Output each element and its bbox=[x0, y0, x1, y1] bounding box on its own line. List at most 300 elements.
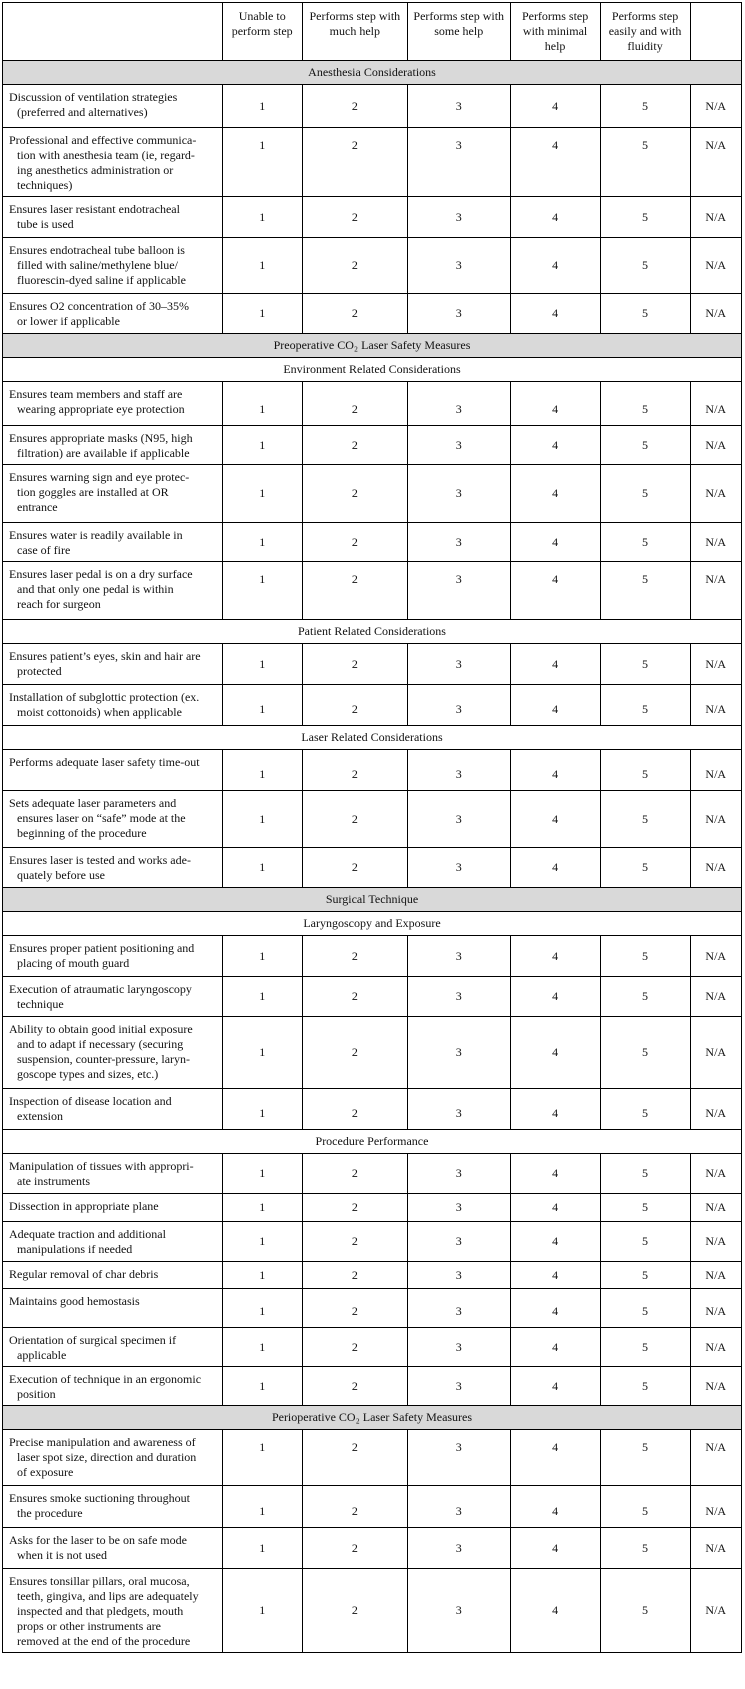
score-2: 2 bbox=[302, 1328, 407, 1367]
step-text-line: Ability to obtain good initial exposure bbox=[9, 1022, 193, 1036]
score-2: 2 bbox=[302, 1017, 407, 1089]
score-3: 3 bbox=[407, 238, 510, 294]
score-2: 2 bbox=[302, 685, 407, 726]
step-description bbox=[3, 1289, 223, 1328]
score-1: 1 bbox=[222, 1328, 302, 1367]
score-1: 1 bbox=[222, 1194, 302, 1222]
score-4: 4 bbox=[510, 85, 600, 128]
score-1: 1 bbox=[222, 382, 302, 426]
score-2: 2 bbox=[302, 465, 407, 523]
table-row bbox=[3, 1222, 742, 1262]
header-minimal-help: Performs step with minimal help bbox=[510, 3, 600, 61]
score-3: 3 bbox=[407, 1089, 510, 1130]
step-text-line: or lower if applicable bbox=[17, 314, 120, 328]
score-5: 5 bbox=[600, 936, 690, 977]
score-5: 5 bbox=[600, 197, 690, 238]
header-much-help: Performs step with much help bbox=[302, 3, 407, 61]
score-3: 3 bbox=[407, 1569, 510, 1653]
score-5: 5 bbox=[600, 1222, 690, 1262]
score-4: 4 bbox=[510, 1569, 600, 1653]
table-row bbox=[3, 1017, 742, 1089]
score-1: 1 bbox=[222, 977, 302, 1017]
score-2: 2 bbox=[302, 1569, 407, 1653]
score-na: N/A bbox=[690, 1328, 741, 1367]
step-description bbox=[3, 1430, 223, 1486]
table-row bbox=[3, 750, 742, 791]
step-description bbox=[3, 1528, 223, 1569]
score-3: 3 bbox=[407, 562, 510, 620]
score-1: 1 bbox=[222, 562, 302, 620]
table-row bbox=[3, 1289, 742, 1328]
score-1: 1 bbox=[222, 791, 302, 848]
header-row bbox=[3, 3, 742, 61]
score-na: N/A bbox=[690, 685, 741, 726]
score-5: 5 bbox=[600, 750, 690, 791]
subsection-title: Patient Related Considerations bbox=[3, 620, 742, 644]
step-text-line: extension bbox=[17, 1109, 63, 1123]
step-text-line: Ensures laser resistant endotracheal bbox=[9, 202, 180, 216]
step-description bbox=[3, 128, 223, 197]
step-text-line: position bbox=[17, 1387, 56, 1401]
score-5: 5 bbox=[600, 1528, 690, 1569]
score-5: 5 bbox=[600, 562, 690, 620]
score-na: N/A bbox=[690, 1430, 741, 1486]
score-5: 5 bbox=[600, 426, 690, 465]
step-text-line: Ensures warning sign and eye protec- bbox=[9, 470, 190, 484]
subsection-header-row bbox=[3, 912, 742, 936]
step-text-line: Execution of technique in an ergonomic bbox=[9, 1372, 202, 1386]
score-3: 3 bbox=[407, 1194, 510, 1222]
step-text-line: technique bbox=[17, 997, 64, 1011]
score-na: N/A bbox=[690, 1017, 741, 1089]
section-header-row bbox=[3, 1406, 742, 1430]
score-2: 2 bbox=[302, 1089, 407, 1130]
score-na: N/A bbox=[690, 644, 741, 685]
score-4: 4 bbox=[510, 1328, 600, 1367]
step-text-line: tube is used bbox=[17, 217, 74, 231]
score-4: 4 bbox=[510, 685, 600, 726]
step-description bbox=[3, 644, 223, 685]
score-1: 1 bbox=[222, 1569, 302, 1653]
step-text-line: Ensures endotracheal tube balloon is bbox=[9, 243, 185, 257]
score-3: 3 bbox=[407, 1289, 510, 1328]
score-4: 4 bbox=[510, 1194, 600, 1222]
score-1: 1 bbox=[222, 523, 302, 562]
score-1: 1 bbox=[222, 1367, 302, 1406]
score-4: 4 bbox=[510, 1154, 600, 1194]
score-5: 5 bbox=[600, 848, 690, 888]
score-3: 3 bbox=[407, 294, 510, 334]
score-na: N/A bbox=[690, 936, 741, 977]
step-text-line: Performs adequate laser safety time-out bbox=[9, 755, 200, 769]
score-5: 5 bbox=[600, 128, 690, 197]
step-text-line: when it is not used bbox=[17, 1548, 107, 1562]
score-2: 2 bbox=[302, 1289, 407, 1328]
score-3: 3 bbox=[407, 1430, 510, 1486]
step-text-line: ing anesthetics administration or bbox=[17, 163, 174, 177]
score-1: 1 bbox=[222, 750, 302, 791]
section-title: Preoperative CO₂ Laser Safety Measures bbox=[3, 334, 742, 358]
step-text-line: Maintains good hemostasis bbox=[9, 1294, 140, 1308]
step-text-line: Ensures team members and staff are bbox=[9, 387, 183, 401]
score-5: 5 bbox=[600, 1430, 690, 1486]
subsection-header-row bbox=[3, 620, 742, 644]
score-na: N/A bbox=[690, 791, 741, 848]
score-na: N/A bbox=[690, 128, 741, 197]
score-2: 2 bbox=[302, 848, 407, 888]
step-text-line: Ensures patient’s eyes, skin and hair are bbox=[9, 649, 201, 663]
table-row bbox=[3, 197, 742, 238]
score-3: 3 bbox=[407, 465, 510, 523]
score-4: 4 bbox=[510, 1017, 600, 1089]
score-4: 4 bbox=[510, 523, 600, 562]
step-text-line: goscope types and sizes, etc.) bbox=[17, 1067, 159, 1081]
score-3: 3 bbox=[407, 1528, 510, 1569]
table-row bbox=[3, 465, 742, 523]
header-unable: Unable to perform step bbox=[222, 3, 302, 61]
step-text-line: entrance bbox=[17, 500, 58, 514]
score-na: N/A bbox=[690, 85, 741, 128]
score-2: 2 bbox=[302, 382, 407, 426]
step-text-line: techniques) bbox=[17, 178, 73, 192]
score-na: N/A bbox=[690, 238, 741, 294]
score-na: N/A bbox=[690, 750, 741, 791]
table-body bbox=[3, 61, 742, 1653]
section-title: Surgical Technique bbox=[3, 888, 742, 912]
score-1: 1 bbox=[222, 1089, 302, 1130]
table-row bbox=[3, 848, 742, 888]
step-text-line: fluorescin-dyed saline if applicable bbox=[17, 273, 186, 287]
score-1: 1 bbox=[222, 128, 302, 197]
step-text-line: and to adapt if necessary (securing bbox=[17, 1037, 184, 1051]
step-description bbox=[3, 1222, 223, 1262]
score-na: N/A bbox=[690, 1089, 741, 1130]
score-3: 3 bbox=[407, 1367, 510, 1406]
score-2: 2 bbox=[302, 1486, 407, 1528]
score-4: 4 bbox=[510, 644, 600, 685]
score-3: 3 bbox=[407, 128, 510, 197]
step-text-line: filled with saline/methylene blue/ bbox=[17, 258, 178, 272]
section-title: Perioperative CO₂ Laser Safety Measures bbox=[3, 1406, 742, 1430]
step-text-line: removed at the end of the procedure bbox=[17, 1634, 191, 1648]
score-4: 4 bbox=[510, 750, 600, 791]
score-5: 5 bbox=[600, 1154, 690, 1194]
score-4: 4 bbox=[510, 977, 600, 1017]
step-text-line: case of fire bbox=[17, 543, 71, 557]
score-3: 3 bbox=[407, 1486, 510, 1528]
score-5: 5 bbox=[600, 1017, 690, 1089]
score-2: 2 bbox=[302, 426, 407, 465]
score-5: 5 bbox=[600, 85, 690, 128]
score-3: 3 bbox=[407, 197, 510, 238]
score-na: N/A bbox=[690, 382, 741, 426]
step-text-line: Regular removal of char debris bbox=[9, 1267, 159, 1281]
header-na bbox=[690, 3, 741, 61]
table-row bbox=[3, 85, 742, 128]
score-na: N/A bbox=[690, 426, 741, 465]
step-text-line: inspected and that pledgets, mouth bbox=[17, 1604, 184, 1618]
score-4: 4 bbox=[510, 1430, 600, 1486]
score-1: 1 bbox=[222, 1262, 302, 1289]
score-5: 5 bbox=[600, 1328, 690, 1367]
score-4: 4 bbox=[510, 1222, 600, 1262]
subsection-header-row bbox=[3, 726, 742, 750]
step-text-line: and that only one pedal is within bbox=[17, 582, 174, 596]
score-1: 1 bbox=[222, 644, 302, 685]
subsection-title: Environment Related Considerations bbox=[3, 358, 742, 382]
score-1: 1 bbox=[222, 294, 302, 334]
section-header-row bbox=[3, 334, 742, 358]
score-3: 3 bbox=[407, 848, 510, 888]
step-text-line: Adequate traction and additional bbox=[9, 1227, 166, 1241]
step-text-line: Orientation of surgical specimen if bbox=[9, 1333, 177, 1347]
step-description bbox=[3, 426, 223, 465]
step-description bbox=[3, 523, 223, 562]
step-text-line: Ensures proper patient positioning and bbox=[9, 941, 195, 955]
score-na: N/A bbox=[690, 848, 741, 888]
step-text-line: moist cottonoids) when applicable bbox=[17, 705, 182, 719]
table-row bbox=[3, 562, 742, 620]
step-description bbox=[3, 238, 223, 294]
step-text-line: (preferred and alternatives) bbox=[17, 105, 148, 119]
subsection-header-row bbox=[3, 358, 742, 382]
score-na: N/A bbox=[690, 977, 741, 1017]
score-2: 2 bbox=[302, 85, 407, 128]
score-1: 1 bbox=[222, 1430, 302, 1486]
step-text-line: tion with anesthesia team (ie, regard- bbox=[17, 148, 195, 162]
score-4: 4 bbox=[510, 128, 600, 197]
step-description bbox=[3, 562, 223, 620]
score-na: N/A bbox=[690, 1194, 741, 1222]
score-2: 2 bbox=[302, 562, 407, 620]
table-row bbox=[3, 685, 742, 726]
table-row bbox=[3, 936, 742, 977]
step-text-line: props or other instruments are bbox=[17, 1619, 161, 1633]
score-5: 5 bbox=[600, 1486, 690, 1528]
score-2: 2 bbox=[302, 238, 407, 294]
score-1: 1 bbox=[222, 1154, 302, 1194]
table-row bbox=[3, 644, 742, 685]
section-header-row bbox=[3, 61, 742, 85]
score-3: 3 bbox=[407, 936, 510, 977]
table-row bbox=[3, 791, 742, 848]
score-na: N/A bbox=[690, 1262, 741, 1289]
score-5: 5 bbox=[600, 1262, 690, 1289]
score-1: 1 bbox=[222, 85, 302, 128]
subsection-title: Laryngoscopy and Exposure bbox=[3, 912, 742, 936]
score-2: 2 bbox=[302, 294, 407, 334]
step-text-line: Dissection in appropriate plane bbox=[9, 1199, 159, 1213]
step-text-line: Ensures smoke suctioning throughout bbox=[9, 1491, 190, 1505]
score-5: 5 bbox=[600, 685, 690, 726]
step-description bbox=[3, 294, 223, 334]
step-text-line: beginning of the procedure bbox=[17, 826, 147, 840]
score-2: 2 bbox=[302, 1262, 407, 1289]
step-description bbox=[3, 1569, 223, 1653]
header-item bbox=[3, 3, 223, 61]
table-row bbox=[3, 1262, 742, 1289]
score-3: 3 bbox=[407, 523, 510, 562]
score-5: 5 bbox=[600, 238, 690, 294]
subsection-title: Laser Related Considerations bbox=[3, 726, 742, 750]
step-description bbox=[3, 1154, 223, 1194]
score-4: 4 bbox=[510, 1528, 600, 1569]
score-2: 2 bbox=[302, 1528, 407, 1569]
score-na: N/A bbox=[690, 562, 741, 620]
step-description bbox=[3, 750, 223, 791]
score-1: 1 bbox=[222, 1486, 302, 1528]
step-description bbox=[3, 465, 223, 523]
step-text-line: Precise manipulation and awareness of bbox=[9, 1435, 196, 1449]
score-5: 5 bbox=[600, 1194, 690, 1222]
table-row bbox=[3, 1194, 742, 1222]
step-text-line: wearing appropriate eye protection bbox=[17, 402, 185, 416]
score-2: 2 bbox=[302, 128, 407, 197]
score-na: N/A bbox=[690, 523, 741, 562]
step-text-line: applicable bbox=[17, 1348, 67, 1362]
score-1: 1 bbox=[222, 1017, 302, 1089]
score-3: 3 bbox=[407, 1017, 510, 1089]
subsection-title: Procedure Performance bbox=[3, 1130, 742, 1154]
table-row bbox=[3, 1569, 742, 1653]
step-text-line: ensures laser on “safe” mode at the bbox=[17, 811, 186, 825]
score-na: N/A bbox=[690, 1289, 741, 1328]
score-na: N/A bbox=[690, 1222, 741, 1262]
score-4: 4 bbox=[510, 238, 600, 294]
score-5: 5 bbox=[600, 382, 690, 426]
score-3: 3 bbox=[407, 1154, 510, 1194]
step-description bbox=[3, 685, 223, 726]
score-4: 4 bbox=[510, 791, 600, 848]
score-5: 5 bbox=[600, 644, 690, 685]
step-description bbox=[3, 382, 223, 426]
score-5: 5 bbox=[600, 523, 690, 562]
score-na: N/A bbox=[690, 294, 741, 334]
step-text-line: Manipulation of tissues with appropri- bbox=[9, 1159, 194, 1173]
step-text-line: reach for surgeon bbox=[17, 597, 101, 611]
score-3: 3 bbox=[407, 1328, 510, 1367]
step-description bbox=[3, 1089, 223, 1130]
step-text-line: tion goggles are installed at OR bbox=[17, 485, 169, 499]
table-row bbox=[3, 382, 742, 426]
step-description bbox=[3, 936, 223, 977]
score-2: 2 bbox=[302, 977, 407, 1017]
score-5: 5 bbox=[600, 1569, 690, 1653]
score-4: 4 bbox=[510, 848, 600, 888]
table-row bbox=[3, 294, 742, 334]
step-text-line: manipulations if needed bbox=[17, 1242, 133, 1256]
table-row bbox=[3, 1528, 742, 1569]
score-2: 2 bbox=[302, 750, 407, 791]
step-description bbox=[3, 1017, 223, 1089]
step-text-line: Execution of atraumatic laryngoscopy bbox=[9, 982, 192, 996]
score-1: 1 bbox=[222, 1528, 302, 1569]
table-row bbox=[3, 1367, 742, 1406]
score-1: 1 bbox=[222, 238, 302, 294]
step-text-line: Installation of subglottic protection (ex. bbox=[9, 690, 200, 704]
score-5: 5 bbox=[600, 1089, 690, 1130]
score-3: 3 bbox=[407, 791, 510, 848]
section-header-row bbox=[3, 888, 742, 912]
score-4: 4 bbox=[510, 465, 600, 523]
score-5: 5 bbox=[600, 977, 690, 1017]
score-4: 4 bbox=[510, 1486, 600, 1528]
step-text-line: Ensures laser is tested and works ade- bbox=[9, 853, 191, 867]
step-description bbox=[3, 1367, 223, 1406]
score-1: 1 bbox=[222, 465, 302, 523]
step-text-line: Ensures appropriate masks (N95, high bbox=[9, 431, 193, 445]
header-easily: Performs step easily and with fluidity bbox=[600, 3, 690, 61]
step-text-line: quately before use bbox=[17, 868, 105, 882]
score-2: 2 bbox=[302, 197, 407, 238]
score-na: N/A bbox=[690, 1528, 741, 1569]
step-description bbox=[3, 1328, 223, 1367]
score-2: 2 bbox=[302, 1154, 407, 1194]
assessment-table bbox=[2, 2, 742, 1653]
step-text-line: Inspection of disease location and bbox=[9, 1094, 172, 1108]
score-na: N/A bbox=[690, 1569, 741, 1653]
step-text-line: laser spot size, direction and duration bbox=[17, 1450, 197, 1464]
step-text-line: filtration) are available if applicable bbox=[17, 446, 190, 460]
step-description bbox=[3, 791, 223, 848]
step-text-line: suspension, counter-pressure, laryn- bbox=[17, 1052, 191, 1066]
score-2: 2 bbox=[302, 523, 407, 562]
score-2: 2 bbox=[302, 791, 407, 848]
score-4: 4 bbox=[510, 382, 600, 426]
score-3: 3 bbox=[407, 1262, 510, 1289]
score-3: 3 bbox=[407, 382, 510, 426]
score-4: 4 bbox=[510, 562, 600, 620]
score-2: 2 bbox=[302, 1222, 407, 1262]
step-description bbox=[3, 1262, 223, 1289]
score-5: 5 bbox=[600, 791, 690, 848]
score-2: 2 bbox=[302, 1194, 407, 1222]
header-some-help: Performs step with some help bbox=[407, 3, 510, 61]
score-3: 3 bbox=[407, 1222, 510, 1262]
score-3: 3 bbox=[407, 977, 510, 1017]
score-1: 1 bbox=[222, 426, 302, 465]
score-3: 3 bbox=[407, 426, 510, 465]
table-row bbox=[3, 523, 742, 562]
step-text-line: Ensures laser pedal is on a dry surface bbox=[9, 567, 193, 581]
score-5: 5 bbox=[600, 1367, 690, 1406]
step-text-line: of exposure bbox=[17, 1465, 74, 1479]
score-2: 2 bbox=[302, 644, 407, 685]
score-na: N/A bbox=[690, 1154, 741, 1194]
score-1: 1 bbox=[222, 936, 302, 977]
score-1: 1 bbox=[222, 1289, 302, 1328]
score-1: 1 bbox=[222, 197, 302, 238]
score-na: N/A bbox=[690, 197, 741, 238]
score-2: 2 bbox=[302, 1430, 407, 1486]
score-na: N/A bbox=[690, 1367, 741, 1406]
step-description bbox=[3, 197, 223, 238]
step-text-line: Ensures water is readily available in bbox=[9, 528, 183, 542]
step-text-line: Professional and effective communica- bbox=[9, 133, 197, 147]
table-row bbox=[3, 1430, 742, 1486]
score-4: 4 bbox=[510, 294, 600, 334]
step-description bbox=[3, 1486, 223, 1528]
score-4: 4 bbox=[510, 197, 600, 238]
section-title: Anesthesia Considerations bbox=[3, 61, 742, 85]
score-2: 2 bbox=[302, 936, 407, 977]
step-description bbox=[3, 1194, 223, 1222]
score-4: 4 bbox=[510, 1262, 600, 1289]
step-text-line: Ensures tonsillar pillars, oral mucosa, bbox=[9, 1574, 190, 1588]
step-text-line: protected bbox=[17, 664, 62, 678]
table-row bbox=[3, 977, 742, 1017]
step-description bbox=[3, 848, 223, 888]
